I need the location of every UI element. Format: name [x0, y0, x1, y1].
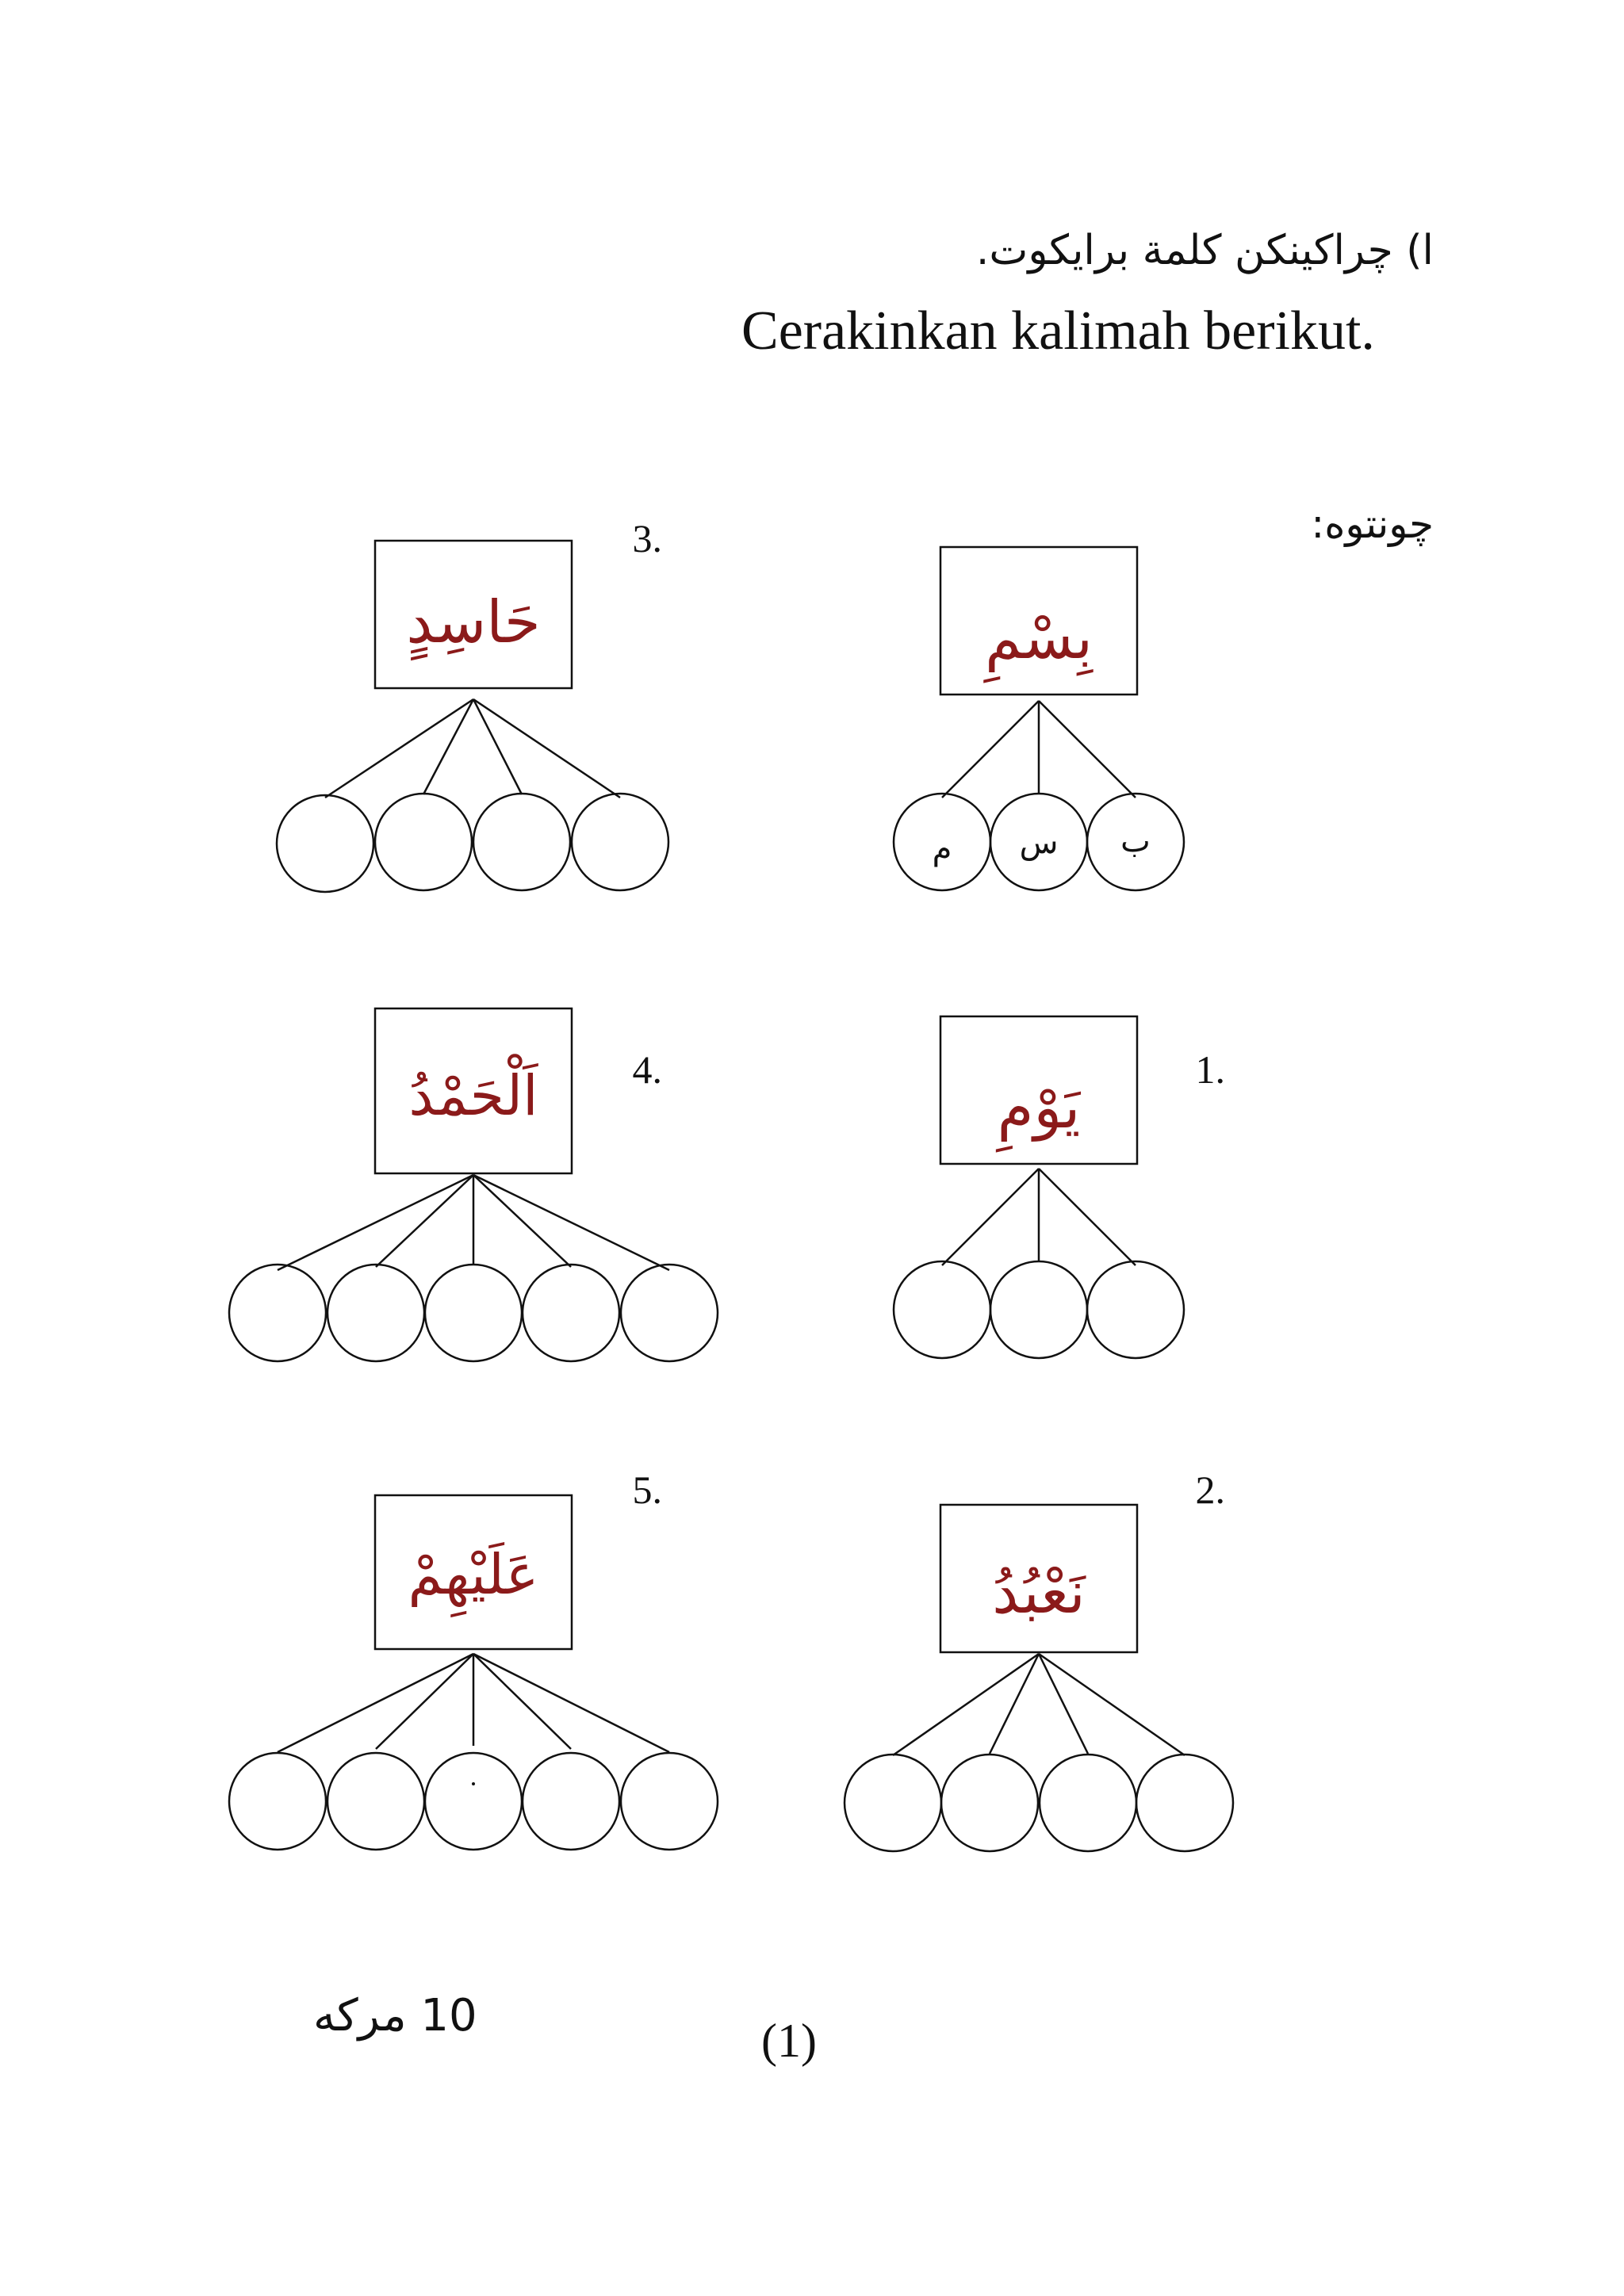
question-1-word: يَوْمِ: [997, 1073, 1081, 1142]
answer-circle[interactable]: [1040, 1755, 1136, 1851]
answer-circle[interactable]: [523, 1265, 619, 1361]
answer-circle[interactable]: [327, 1753, 424, 1850]
answer-circle[interactable]: [990, 1261, 1087, 1358]
marks-label: 10 مرکه: [313, 1990, 477, 2042]
question-2-word: نَعْبُدُ: [992, 1559, 1086, 1627]
answer-circle[interactable]: [941, 1755, 1038, 1851]
example-letter-sin: س: [1019, 825, 1059, 861]
example-letter-ba: ب: [1120, 823, 1151, 859]
example-tree: [894, 547, 1184, 890]
question-2-tree: [845, 1468, 1233, 1851]
answer-circle[interactable]: [621, 1265, 718, 1361]
answer-circle[interactable]: [473, 794, 570, 890]
example-letter-mim: م: [932, 831, 952, 867]
answer-circle[interactable]: [572, 794, 668, 890]
question-1-number: 1.: [1195, 1047, 1225, 1092]
answer-circle[interactable]: [229, 1753, 326, 1850]
page-number: (1): [761, 2015, 817, 2067]
question-1-tree: [894, 1016, 1225, 1358]
example-label: چونتوه:: [1311, 501, 1434, 547]
question-4-tree: [229, 1008, 718, 1361]
instruction-jawi: ا) چراکينکن کلمة برايکوت.: [975, 227, 1434, 274]
question-3-word: حَاسِدٍ: [406, 588, 541, 656]
example-word: بِسْمِ: [985, 604, 1093, 672]
answer-circle[interactable]: [894, 1261, 990, 1358]
answer-circle[interactable]: [1136, 1755, 1233, 1851]
question-3-number: 3.: [632, 516, 662, 561]
answer-circle[interactable]: [621, 1753, 718, 1850]
answer-circle[interactable]: [375, 794, 472, 890]
question-5-word: عَلَيْهِمْ: [408, 1542, 539, 1607]
answer-circle[interactable]: [845, 1755, 941, 1851]
question-3-tree: [277, 516, 668, 892]
answer-circle[interactable]: [425, 1753, 522, 1850]
stray-dot: [472, 1782, 475, 1785]
instruction-rumi: Cerakinkan kalimah berikut.: [741, 300, 1375, 362]
answer-circle[interactable]: [229, 1265, 326, 1361]
question-5-tree: [229, 1468, 718, 1850]
answer-circle[interactable]: [327, 1265, 424, 1361]
answer-circle[interactable]: [277, 795, 373, 892]
question-5-number: 5.: [632, 1468, 662, 1512]
question-4-word: اَلْحَمْدُ: [408, 1063, 538, 1128]
answer-circle[interactable]: [523, 1753, 619, 1850]
question-2-number: 2.: [1195, 1468, 1225, 1512]
question-4-number: 4.: [632, 1047, 662, 1092]
answer-circle[interactable]: [1087, 1261, 1184, 1358]
answer-circle[interactable]: [425, 1265, 522, 1361]
